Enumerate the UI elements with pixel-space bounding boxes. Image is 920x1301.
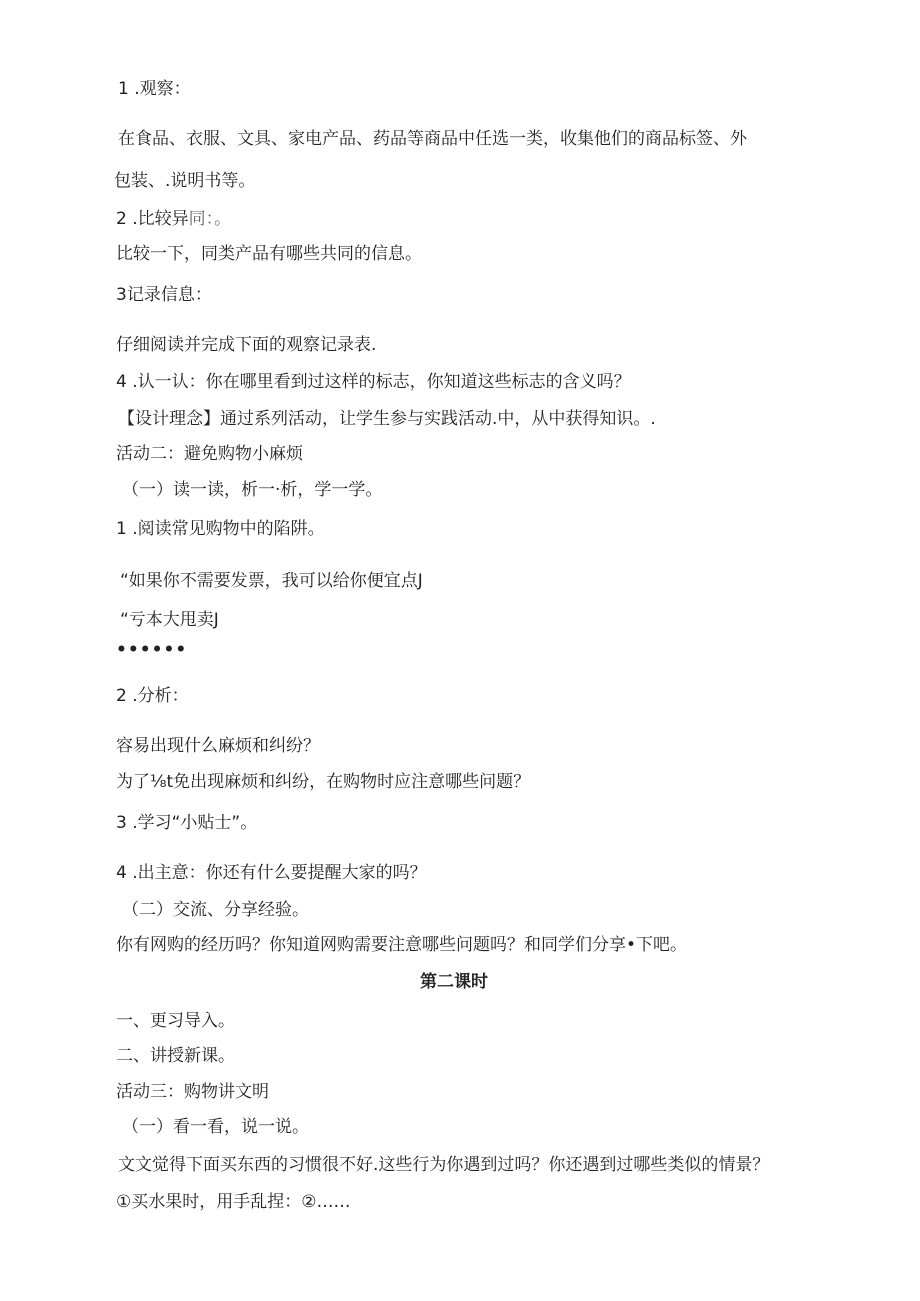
ellipsis-dots: •••••• [116,640,188,660]
step-advice: 4 .出主意：你还有什么要提醒大家的吗？ [116,863,427,883]
step-recognize: 4 .认一认：你在哪里看到过这样的标志，你知道这些标志的含义吗？ [116,372,631,392]
step-record: 3记录信息： [116,285,212,305]
compare-instruction: 比较一下，同类产品有哪些共同的信息。 [116,244,422,264]
step-compare-suffix: 同：。 [188,209,232,229]
step-observe: 1 .观察： [118,79,191,99]
step-read-traps: 1 .阅读常见购物中的陷阱。 [116,519,325,539]
observe-instruction: 在食品、衣服、文具、家电产品、药品等商品中任选一类，收集他们的商品标签、外 [118,129,747,149]
share-question: 你有网购的经历吗？你知道网购需要注意哪些问题吗？和同学们分享•下吧。 [116,935,688,955]
step-compare [116,208,231,230]
step-analyze: 2 .分析： [116,686,189,706]
part-review: 一、更习导入。 [116,1011,235,1031]
section-share: （二）交流、分享经验。 [122,900,309,920]
section-read-analyze: （一）读一读，析一·析，学一学。 [122,480,383,500]
activity-three-heading: 活动三：购物讲文明 [116,1082,269,1102]
section-look-say: （一）看一看，说一说。 [122,1117,309,1137]
observe-instruction-cont: 包装、.说明书等。 [114,171,256,191]
part-new-lesson: 二、讲授新课。 [116,1046,235,1066]
lesson-two-title: 第二课时 [420,972,488,992]
step-compare-label: 2 .比较异 [116,209,189,229]
habits-question: 文文觉得下面买东西的习惯很不好.这些行为你遇到过吗？你还遇到过哪些类似的情景？ [118,1155,770,1175]
design-concept: 【设计理念】通过系列活动，让学生参与实践活动.中，从中获得知识。. [118,409,656,429]
step-tips: 3 .学习“小贴士”。 [116,813,258,833]
trap-quote-sale: “亏本大甩卖J [120,610,219,630]
habit-examples: ①买水果时，用手乱捏：②…… [116,1192,351,1212]
question-trouble: 容易出现什么麻烦和纠纷？ [116,736,320,756]
trap-quote-invoice: “如果你不需要发票，我可以给你便宜点J [120,571,423,591]
question-avoid: 为了⅛t免出现麻烦和纠纷，在购物时应注意哪些问题？ [116,772,531,792]
activity-two-heading: 活动二：避免购物小麻烦 [116,444,303,464]
record-instruction: 仔细阅读并完成下面的观察记录表. [116,335,377,355]
